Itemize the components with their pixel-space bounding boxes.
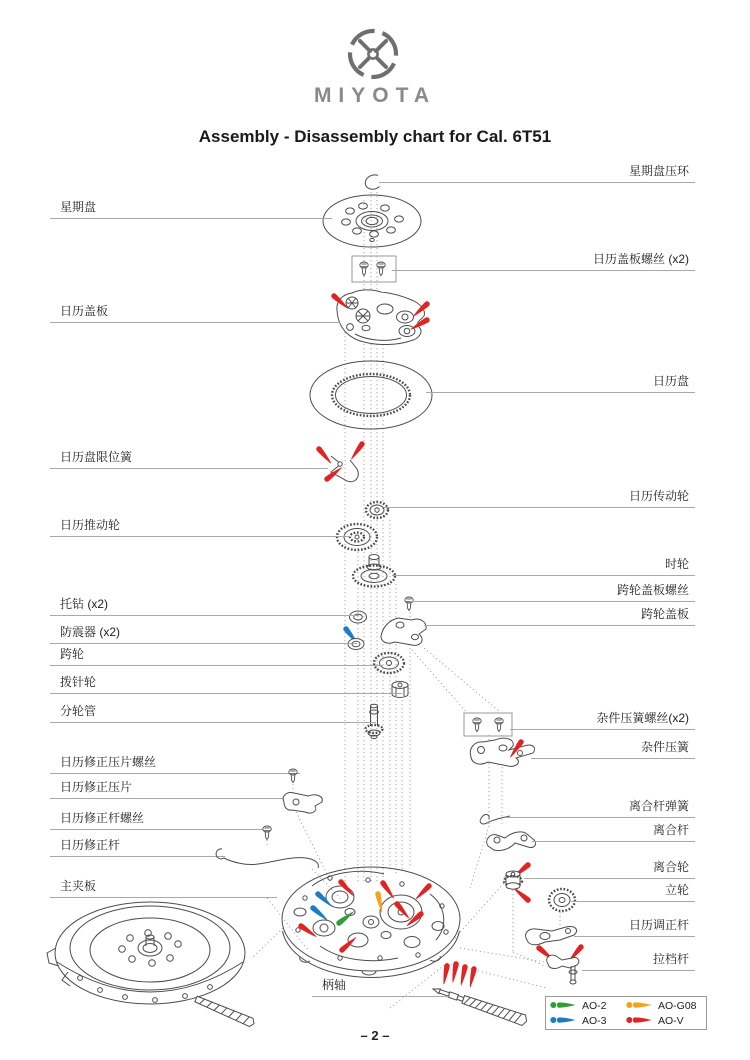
part-label-main-plate: 主夹板 bbox=[50, 880, 277, 898]
legend-item-ao3: AO-3 bbox=[550, 1015, 626, 1027]
part-label-clutch-lever: 离合杆 bbox=[532, 824, 695, 842]
oil-legend bbox=[545, 996, 707, 1030]
part-label-setting-lever: 拉档杆 bbox=[582, 953, 695, 971]
page-number: – 2 – bbox=[360, 1028, 390, 1043]
brand-wordmark: MIYOTA bbox=[313, 84, 437, 107]
part-label-clutch-lever-spring: 离合杆弹簧 bbox=[506, 800, 695, 818]
date-adjusting-lever-drawing bbox=[526, 927, 577, 945]
oil-drop-icon bbox=[626, 1015, 654, 1026]
part-label-parts-pressure-spring: 杂件压簧 bbox=[531, 741, 695, 759]
part-label-date-jumper-spring: 日历盘限位簧 bbox=[50, 451, 328, 469]
part-label-minute-wheel-cover: 跨轮盖板 bbox=[424, 608, 695, 626]
part-label-date-cover-plate: 日历盖板 bbox=[50, 305, 340, 323]
part-label-cannon-pinion: 分轮管 bbox=[50, 705, 376, 723]
part-label-shock-absorber: 防震器 (x2) bbox=[50, 626, 357, 644]
corrector-parts-drawing bbox=[200, 760, 350, 880]
part-label-date-cover-plate-screw: 日历盖板螺丝 (x2) bbox=[392, 253, 695, 271]
part-label-setting-wheel: 拨针轮 bbox=[50, 676, 402, 694]
page-title: Assembly - Disassembly chart for Cal. 6T51 bbox=[198, 127, 552, 146]
hour-wheel-drawing bbox=[353, 555, 395, 587]
part-label-date-corrector-clamp-screw: 日历修正压片螺丝 bbox=[50, 756, 300, 774]
part-label-minute-wheel: 跨轮 bbox=[50, 648, 383, 666]
part-label-crown-wheel: 立轮 bbox=[571, 884, 695, 902]
setting-lever-drawing bbox=[535, 943, 585, 984]
legend-item-ao2: AO-2 bbox=[550, 1000, 626, 1012]
clutch-lever-drawing bbox=[487, 832, 536, 851]
oil-drop-icon bbox=[626, 1000, 654, 1011]
parts-pressure-spring-drawing bbox=[470, 738, 534, 766]
part-label-date-adjusting-lever: 日历调正杆 bbox=[574, 919, 695, 937]
part-label-date-corrector-clamp: 日历修正压片 bbox=[50, 781, 292, 799]
part-label-date-transmission-wheel: 日历传动轮 bbox=[384, 490, 695, 508]
main-plate-assembled-drawing bbox=[47, 902, 256, 1028]
part-label-date-corrector-lever-screw: 日历修正杆螺丝 bbox=[50, 812, 272, 830]
part-label-minute-wheel-cover-screw: 跨轮盖板螺丝 bbox=[410, 584, 695, 602]
parts-spring-screws-drawing bbox=[464, 713, 512, 736]
part-label-clutch-wheel: 离合轮 bbox=[524, 861, 695, 879]
part-label-hour-wheel: 时轮 bbox=[392, 558, 695, 576]
miyota-logo-icon bbox=[343, 24, 404, 85]
part-label-day-dial-retaining-ring: 星期盘压环 bbox=[379, 165, 695, 183]
oil-drop-icon bbox=[550, 1015, 578, 1026]
part-label-parts-spring-screw: 杂件压簧螺丝(x2) bbox=[510, 712, 695, 730]
day-dial-retaining-ring-drawing bbox=[365, 175, 379, 189]
date-cover-plate-screws-drawing bbox=[352, 256, 396, 282]
part-label-winding-stem: 柄轴 bbox=[312, 979, 450, 997]
part-label-date-driving-wheel: 日历推动轮 bbox=[50, 519, 350, 537]
part-label-date-dial: 日历盘 bbox=[426, 375, 695, 393]
legend-item-aov: AO-V bbox=[626, 1015, 702, 1027]
legend-item-aog08: AO-G08 bbox=[626, 1000, 702, 1012]
movement-plate-drawing bbox=[282, 867, 460, 977]
oil-drop-icon bbox=[550, 1000, 578, 1011]
minute-wheel-cover-drawing bbox=[381, 618, 426, 645]
part-label-date-corrector-lever: 日历修正杆 bbox=[50, 839, 225, 857]
part-label-cap-jewel: 托钻 (x2) bbox=[50, 598, 359, 616]
day-dial-drawing bbox=[323, 195, 421, 247]
date-dial-drawing bbox=[310, 361, 432, 429]
part-label-day-dial: 星期盘 bbox=[50, 201, 332, 219]
